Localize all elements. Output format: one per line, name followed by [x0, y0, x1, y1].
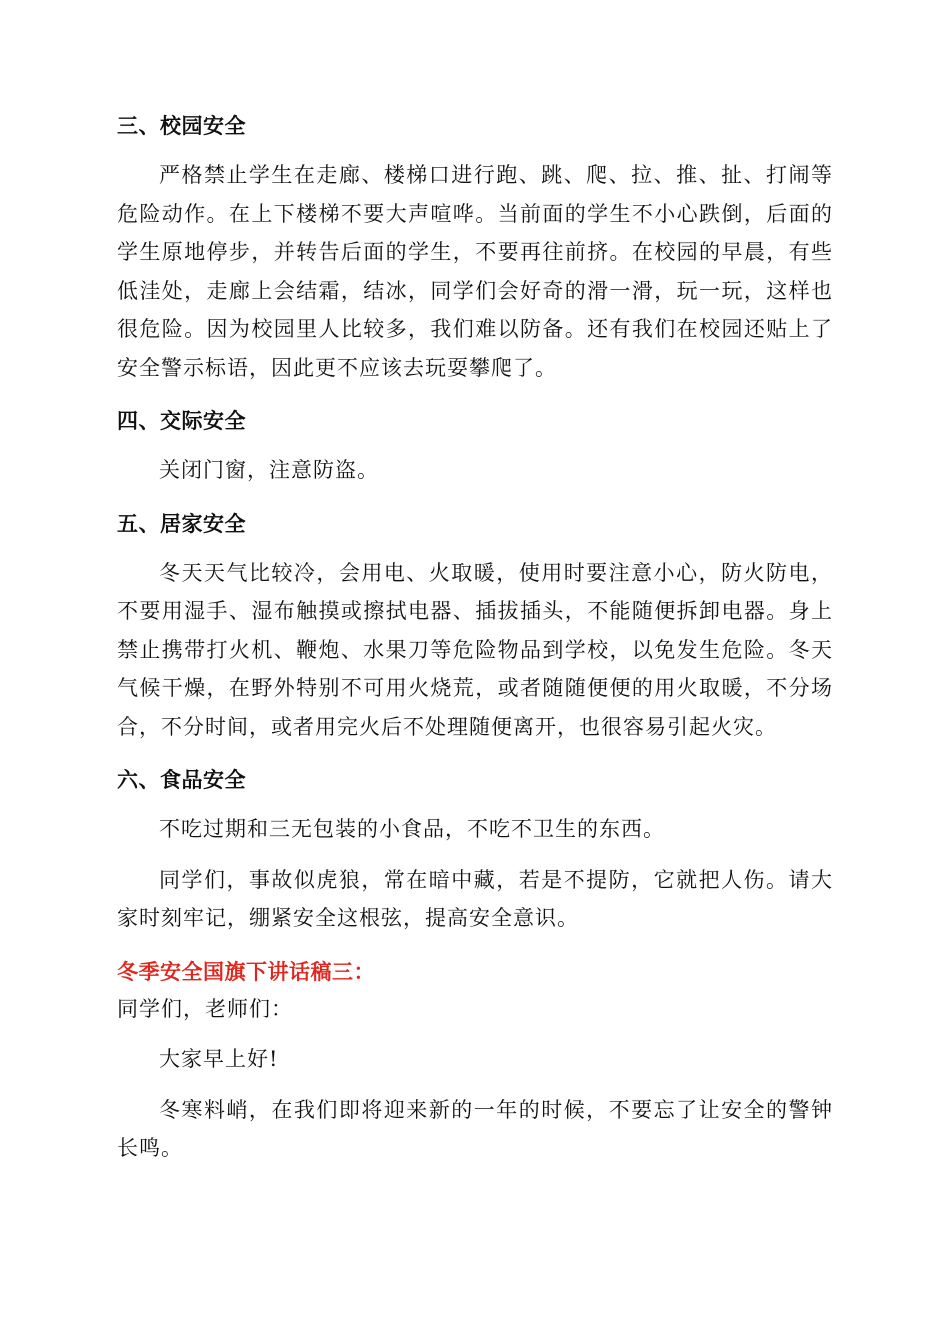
speech-salutation: 同学们，老师们： — [117, 996, 293, 1021]
closing-paragraph: 同学们，事故似虎狼，常在暗中藏，若是不提防，它就把人伤。请大家时刻牢记，绷紧安全这根弦，提高安全意识。 — [117, 867, 833, 930]
document-page — [117, 108, 833, 1168]
speech-greeting: 大家早上好! — [159, 1047, 279, 1071]
section-heading-campus-safety: 三、校园安全 — [117, 114, 246, 138]
speech-opening-paragraph: 冬寒料峭，在我们即将迎来新的一年的时候，不要忘了让安全的警钟长鸣。 — [117, 1097, 833, 1160]
home-safety-paragraph: 冬天天气比较冷，会用电、火取暖，使用时要注意小心，防火防电，不要用湿手、湿布触摸或擦拭电器、插拔插头，不能随便拆卸电器。身上禁止携带打火机、鞭炮、水果刀等危险物品到学校，以免发生危险。冬天气候干燥，在野外特别不可用火烧荒，或者随随便便的用火取暖，不分场合，不分时间，或者用完火后不处理随便离开，也很容易引起火灾。 — [117, 560, 833, 739]
section-heading-home-safety: 五、居家安全 — [117, 511, 246, 536]
campus-safety-paragraph: 严格禁止学生在走廊、楼梯口进行跑、跳、爬、拉、推、扯、打闹等危险动作。在上下楼梯不要大声喧哗。当前面的学生不小心跌倒，后面的学生原地停步，并转告后面的学生，不要再往前挤。在校园的早晨，有些低洼处，走廊上会结霜，结冰，同学们会好奇的滑一滑，玩一玩，这样也很危险。因为校园里人比较多，我们难以防备。还有我们在校园还贴上了安全警示标语，因此更不应该去玩耍攀爬了。 — [117, 163, 833, 380]
social-safety-paragraph: 关闭门窗，注意防盗。 — [159, 458, 379, 482]
section-heading-food-safety: 六、食品安全 — [117, 768, 246, 792]
food-safety-paragraph: 不吃过期和三无包装的小食品，不吃不卫生的东西。 — [159, 817, 665, 841]
speech-three-title: 冬季安全国旗下讲话稿三： — [117, 959, 375, 984]
section-heading-social-safety: 四、交际安全 — [117, 409, 246, 433]
